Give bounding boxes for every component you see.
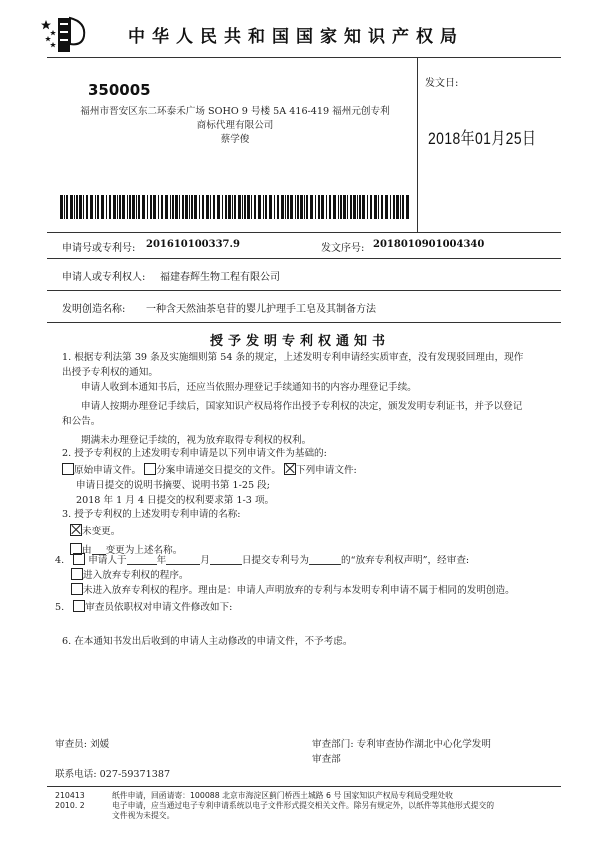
barcode-bar bbox=[321, 195, 324, 219]
barcode-bar bbox=[206, 195, 209, 219]
barcode-bar bbox=[406, 195, 409, 219]
recipient-name: 蔡学俊 bbox=[220, 134, 250, 145]
barcode-bar bbox=[359, 195, 361, 219]
barcode-bar bbox=[353, 195, 356, 219]
department-name: 专利审查协作湖北中心化学发明 bbox=[356, 739, 491, 750]
address-line-1: 福州市晋安区东二环泰禾广场 SOHO 9 号楼 5A 416-419 福州元创专利 bbox=[80, 106, 390, 117]
applicant-name: 福建春辉生物工程有限公司 bbox=[160, 272, 280, 283]
barcode-bar bbox=[290, 195, 293, 219]
barcode-bar bbox=[222, 195, 223, 219]
option-division-label: 分案申请递交日提交的文件。 bbox=[156, 465, 281, 476]
barcode-bar bbox=[381, 195, 383, 219]
checkbox-following[interactable] bbox=[284, 463, 296, 475]
option-original-label: 原始申请文件。 bbox=[74, 465, 142, 476]
barcode-bar bbox=[228, 195, 231, 219]
barcode-bar bbox=[340, 195, 342, 219]
barcode-bar bbox=[97, 195, 99, 219]
barcode-bar bbox=[281, 195, 284, 219]
blank-year bbox=[127, 554, 157, 565]
barcode-bar bbox=[153, 195, 156, 219]
applicant-label: 申请人或专利权人: bbox=[62, 272, 146, 283]
barcode-bar bbox=[76, 195, 78, 219]
address-line-2: 商标代理有限公司 bbox=[196, 120, 274, 131]
barcode-bar bbox=[213, 195, 215, 219]
p4-option-1 bbox=[55, 568, 565, 583]
para-5-number: 5. bbox=[55, 602, 65, 613]
barcode-bar bbox=[234, 195, 236, 219]
para-1-line-2: 出授予专利权的通知。 bbox=[62, 367, 158, 378]
name-changed-prefix: 由 bbox=[82, 545, 92, 556]
barcode-bar bbox=[310, 195, 313, 219]
p4-text-e: 的“放弃专利权声明”，经审查: bbox=[341, 555, 470, 566]
barcode-bar bbox=[251, 195, 252, 219]
divider-2 bbox=[47, 290, 561, 291]
para-1-line-3: 申请人收到本通知书后，还应当依照办理登记手续通知书的内容办理登记手续。 bbox=[81, 382, 417, 393]
para-1-line-4: 申请人按期办理登记手续后，国家知识产权局将作出授予专利权的决定，颁发发明专利证书，并予以登记 bbox=[81, 401, 523, 412]
p4-option-2 bbox=[55, 583, 565, 598]
barcode-bar bbox=[117, 195, 118, 219]
footer-code-1: 210413 bbox=[55, 791, 85, 800]
application-number-label: 申请号或专利号: bbox=[62, 243, 136, 254]
barcode-bar bbox=[95, 195, 96, 219]
name-unchanged-label: 未变更。 bbox=[82, 526, 121, 537]
barcode-bar bbox=[189, 195, 190, 219]
barcode-bar bbox=[138, 195, 140, 219]
barcode-bar bbox=[161, 195, 163, 219]
barcode-bar bbox=[254, 195, 256, 219]
checkbox-name-unchanged[interactable] bbox=[70, 524, 82, 536]
barcode-bar bbox=[83, 195, 84, 219]
barcode-bar bbox=[194, 195, 197, 219]
barcode-bar bbox=[329, 195, 331, 219]
barcode-bar bbox=[185, 195, 188, 219]
para-3 bbox=[62, 507, 562, 558]
barcode-bar bbox=[64, 195, 65, 219]
barcode-bar bbox=[258, 195, 261, 219]
barcode-bar bbox=[304, 195, 305, 219]
footer-line-3: 文件视为未提交。 bbox=[112, 811, 175, 820]
department-row bbox=[312, 737, 491, 752]
cnipa-logo bbox=[40, 14, 90, 54]
notice-body bbox=[62, 350, 562, 448]
barcode-bar bbox=[101, 195, 104, 219]
barcode-bar bbox=[158, 195, 159, 219]
barcode-bar bbox=[136, 195, 137, 219]
barcode-bar bbox=[396, 195, 399, 219]
barcode-bar bbox=[285, 195, 286, 219]
barcode-bar bbox=[287, 195, 289, 219]
invention-label: 发明创造名称: bbox=[62, 304, 126, 315]
divider-fields-top bbox=[47, 232, 561, 233]
blank-day bbox=[210, 554, 242, 565]
barcode-bar bbox=[338, 195, 339, 219]
para-4 bbox=[55, 553, 565, 598]
office-name: 中华人民共和国国家知识产权局 bbox=[128, 27, 464, 47]
p4-opt1-label: 进入放弃专利权的程序。 bbox=[83, 570, 189, 581]
barcode bbox=[60, 195, 412, 219]
barcode-bar bbox=[119, 195, 121, 219]
barcode-bar bbox=[374, 195, 377, 219]
examiner-name: 刘媛 bbox=[90, 739, 110, 750]
barcode-bar bbox=[70, 195, 73, 219]
barcode-bar bbox=[274, 195, 275, 219]
p4-text-c: 月 bbox=[200, 555, 210, 566]
checkbox-p4[interactable] bbox=[73, 553, 85, 565]
barcode-bar bbox=[300, 195, 303, 219]
barcode-bar bbox=[247, 195, 250, 219]
para-4-line bbox=[55, 553, 565, 568]
phone-number: 027-59371387 bbox=[99, 769, 171, 780]
checkbox-original[interactable] bbox=[62, 463, 74, 475]
barcode-bar bbox=[306, 195, 308, 219]
barcode-bar bbox=[232, 195, 233, 219]
checkbox-p5[interactable] bbox=[73, 600, 85, 612]
footer-text bbox=[112, 791, 562, 821]
p4-opt2-label: 未进入放弃专利权的程序。理由是：申请人声明放弃的专利与本发明专利申请不属于相同的发明创造。 bbox=[83, 585, 515, 596]
barcode-bar bbox=[315, 195, 316, 219]
examiner-row bbox=[55, 737, 109, 752]
phone-label: 联系电话: bbox=[55, 769, 97, 780]
blank-month bbox=[166, 554, 200, 565]
divider-3 bbox=[47, 322, 561, 323]
barcode-bar bbox=[90, 195, 93, 219]
barcode-bar bbox=[225, 195, 227, 219]
p4-text-b: 年 bbox=[156, 555, 167, 566]
divider-top bbox=[47, 57, 561, 58]
barcode-bar bbox=[129, 195, 131, 219]
para-1-line-5: 和公告。 bbox=[62, 416, 101, 427]
barcode-bar bbox=[179, 195, 180, 219]
barcode-bar bbox=[170, 195, 171, 219]
para-3-title: 3. 授予专利权的上述发明专利申请的名称: bbox=[62, 509, 241, 520]
barcode-bar bbox=[265, 195, 267, 219]
barcode-bar bbox=[113, 195, 116, 219]
barcode-bar bbox=[106, 195, 107, 219]
barcode-bar bbox=[127, 195, 128, 219]
barcode-bar bbox=[202, 195, 204, 219]
barcode-bar bbox=[326, 195, 327, 219]
footer-codes bbox=[55, 791, 85, 811]
para-5-label: 审查员依职权对申请文件修改如下: bbox=[85, 602, 233, 613]
barcode-bar bbox=[393, 195, 395, 219]
barcode-bar bbox=[86, 195, 88, 219]
barcode-bar bbox=[191, 195, 193, 219]
barcode-bar bbox=[109, 195, 111, 219]
barcode-bar bbox=[277, 195, 279, 219]
basis-options bbox=[62, 463, 562, 478]
basis-detail-2: 2018 年 1 月 4 日提交的权利要求第 1-3 项。 bbox=[76, 495, 275, 506]
barcode-bar bbox=[357, 195, 358, 219]
para-4-number: 4. bbox=[55, 555, 65, 566]
para-2-title: 2. 授予专利权的上述发明专利申请是以下列申请文件为基础的: bbox=[62, 448, 327, 459]
department-line-2: 审查部 bbox=[312, 754, 341, 765]
barcode-bar bbox=[263, 195, 264, 219]
barcode-bar bbox=[378, 195, 379, 219]
invention-title: 一种含天然油茶皂苷的婴儿护理手工皂及其制备方法 bbox=[146, 304, 376, 315]
send-date-label: 发文日: bbox=[425, 78, 459, 89]
p4-text-d: 日提交专利号为 bbox=[241, 555, 309, 566]
barcode-bar bbox=[217, 195, 220, 219]
barcode-bar bbox=[242, 195, 243, 219]
basis-detail-1: 申请日提交的说明书摘要、说明书第 1-25 段; bbox=[76, 480, 270, 491]
barcode-bar bbox=[295, 195, 296, 219]
barcode-bar bbox=[350, 195, 352, 219]
barcode-bar bbox=[79, 195, 82, 219]
department-label: 审查部门: bbox=[312, 739, 354, 750]
barcode-bar bbox=[343, 195, 346, 219]
checkbox-division[interactable] bbox=[144, 463, 156, 475]
postcode: 350005 bbox=[88, 81, 151, 99]
footer-line-2: 电子申请，应当通过电子专利申请系统以电子文件形式提交相关文件。除另有规定外，以纸件等其他形式提交的 bbox=[112, 801, 495, 810]
checkbox-p4-opt2[interactable] bbox=[71, 583, 83, 595]
para-1-line-6: 期满未办理登记手续的，视为放弃取得专利权的权利。 bbox=[81, 435, 312, 446]
para-6: 6. 在本通知书发出后收到的申请人主动修改的申请文件，不予考虑。 bbox=[62, 636, 353, 647]
divider-vertical bbox=[417, 57, 418, 232]
para-1-line-1: 1. 根据专利法第 39 条及实施细则第 54 条的规定，上述发明专利申请经实质审查，没有发现驳回理由，现作 bbox=[62, 352, 524, 363]
footer-line-1: 纸件申请，回函请寄：100088 北京市海淀区蓟门桥西土城路 6 号 国家知识产权局专利局受理处收 bbox=[112, 791, 453, 800]
barcode-bar bbox=[400, 195, 401, 219]
barcode-bar bbox=[370, 195, 372, 219]
checkbox-p4-opt1[interactable] bbox=[71, 568, 83, 580]
barcode-bar bbox=[367, 195, 368, 219]
barcode-bar bbox=[150, 195, 152, 219]
barcode-bar bbox=[238, 195, 241, 219]
barcode-bar bbox=[244, 195, 246, 219]
barcode-bar bbox=[362, 195, 365, 219]
barcode-bar bbox=[74, 195, 75, 219]
barcode-bar bbox=[142, 195, 145, 219]
para-2 bbox=[62, 446, 562, 508]
blank-patent-no bbox=[309, 554, 341, 565]
barcode-bar bbox=[199, 195, 200, 219]
name-unchanged-row bbox=[62, 524, 562, 539]
examiner-label: 审查员: bbox=[55, 739, 88, 750]
barcode-bar bbox=[390, 195, 391, 219]
para-5 bbox=[55, 600, 555, 615]
barcode-bar bbox=[66, 195, 68, 219]
send-date: 2018年01月25日 bbox=[428, 129, 537, 148]
barcode-bar bbox=[147, 195, 148, 219]
phone-row bbox=[55, 767, 170, 782]
mailing-address bbox=[60, 105, 410, 147]
barcode-bar bbox=[175, 195, 178, 219]
notice-title: 授予发明专利权通知书 bbox=[209, 334, 390, 349]
barcode-bar bbox=[297, 195, 299, 219]
barcode-bar bbox=[60, 195, 63, 219]
barcode-bar bbox=[132, 195, 135, 219]
divider-1 bbox=[47, 258, 561, 259]
barcode-bar bbox=[333, 195, 336, 219]
barcode-bar bbox=[172, 195, 174, 219]
barcode-bar bbox=[122, 195, 125, 219]
document-number: 2018010901004340 bbox=[373, 239, 485, 250]
barcode-bar bbox=[182, 195, 184, 219]
barcode-bar bbox=[165, 195, 168, 219]
option-following-label: 下列申请文件: bbox=[296, 465, 357, 476]
barcode-bar bbox=[402, 195, 404, 219]
footer-divider bbox=[47, 786, 561, 787]
name-changed-suffix: 变更为上述名称。 bbox=[105, 545, 183, 556]
p4-text-a: 申请人于 bbox=[88, 555, 127, 566]
barcode-bar bbox=[210, 195, 211, 219]
barcode-bar bbox=[385, 195, 388, 219]
footer-code-2: 2010. 2 bbox=[55, 801, 85, 810]
barcode-bar bbox=[318, 195, 320, 219]
barcode-bar bbox=[269, 195, 272, 219]
document-number-label: 发文序号: bbox=[321, 243, 365, 254]
barcode-bar bbox=[347, 195, 348, 219]
application-number: 201610100337.9 bbox=[146, 239, 240, 250]
